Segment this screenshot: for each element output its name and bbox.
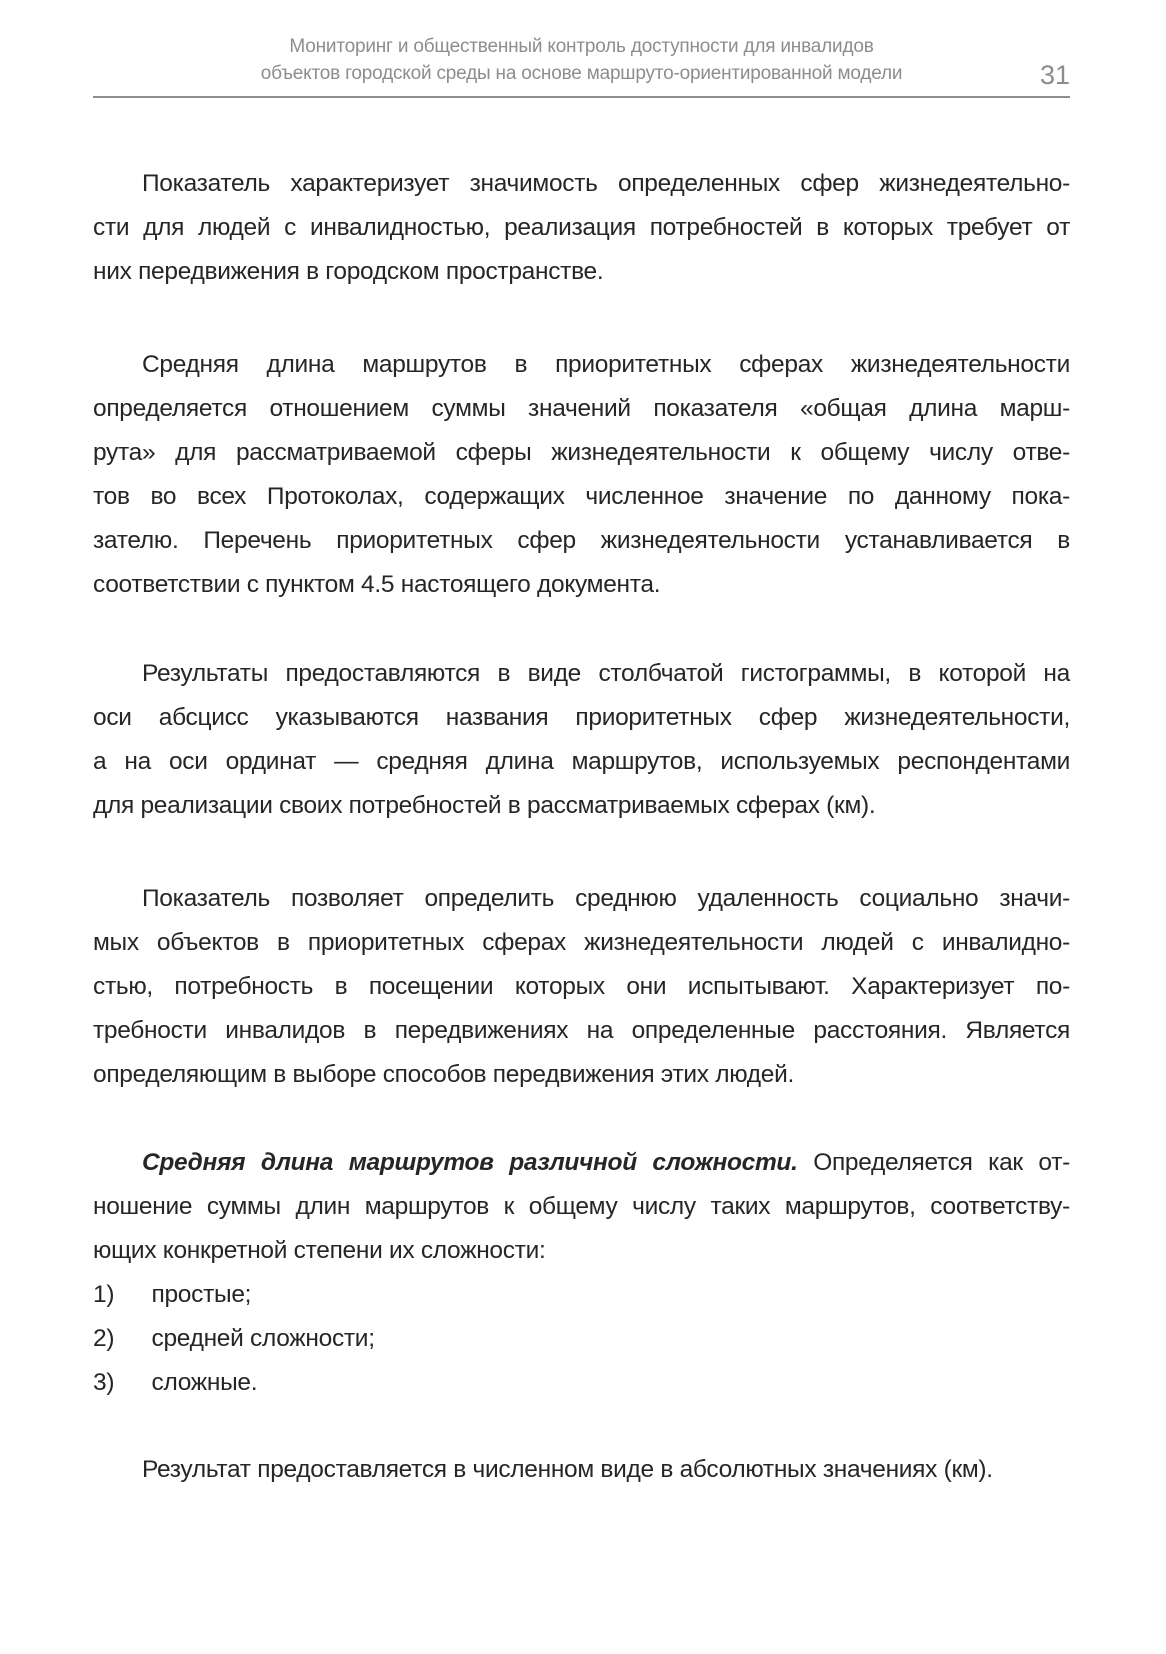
- header-title-line-2: объектов городской среды на основе маршруто-ориентированной модели: [260, 63, 903, 84]
- text-line: мых объектов в приоритетных сферах жизнедеятельности людей с инвалидно-: [93, 929, 1070, 956]
- text-line: Показатель характеризует значимость определенных сфер жизнедеятельно-: [142, 170, 1070, 197]
- list-item-text: сложные.: [151, 1369, 258, 1396]
- header-title-line-1: Мониторинг и общественный контроль доступности для инвалидов: [289, 36, 874, 57]
- text-line: ющих конкретной степени их сложности:: [93, 1237, 546, 1264]
- text-line: соответствии с пунктом 4.5 настоящего документа.: [93, 571, 661, 598]
- paragraph-average-route-length: [93, 343, 1070, 607]
- list-item-marker: 3): [93, 1369, 115, 1396]
- text-line: зателю. Перечень приоритетных сфер жизнедеятельности устанавливается в: [93, 527, 1070, 554]
- paragraph-closing: [93, 1448, 1070, 1492]
- list-item: [93, 1317, 1070, 1361]
- text-line: Результат предоставляется в численном виде в абсолютных значениях (км).: [142, 1456, 993, 1483]
- text-line: а на оси ординат — средняя длина маршрутов, используемых респондентами: [93, 748, 1070, 775]
- text-line: рута» для рассматриваемой сферы жизнедеятельности к общему числу отве-: [93, 439, 1070, 466]
- header-rule: [93, 96, 1070, 98]
- paragraph-indicator-significance: [93, 162, 1070, 294]
- text-line: Средняя длина маршрутов в приоритетных сферах жизнедеятельности: [142, 351, 1070, 378]
- text-line: [93, 1141, 1070, 1185]
- text-line: требности инвалидов в передвижениях на определенные расстояния. Является: [93, 1017, 1070, 1044]
- complexity-list: [93, 1273, 1070, 1405]
- paragraph-lead-rest: Определяется как от-: [813, 1149, 1070, 1176]
- text-line: тов во всех Протоколах, содержащих численное значение по данному пока-: [93, 483, 1070, 510]
- text-line: для реализации своих потребностей в рассматриваемых сферах (км).: [93, 792, 876, 819]
- text-line: определяющим в выборе способов передвижения этих людей.: [93, 1061, 794, 1088]
- page-number: 31: [1039, 60, 1070, 90]
- text-line: Показатель позволяет определить среднюю удаленность социально значи-: [142, 885, 1070, 912]
- list-item: [93, 1273, 1070, 1317]
- text-line: них передвижения в городском пространстве.: [93, 258, 604, 285]
- text-line: сти для людей с инвалидностью, реализация потребностей в которых требует от: [93, 214, 1070, 241]
- text-line: определяется отношением суммы значений показателя «общая длина марш-: [93, 395, 1070, 422]
- list-item-text: средней сложности;: [151, 1325, 375, 1352]
- list-item-text: простые;: [151, 1281, 252, 1308]
- list-item-marker: 1): [93, 1281, 115, 1308]
- text-line: оси абсцисс указываются названия приоритетных сфер жизнедеятельности,: [93, 704, 1070, 731]
- paragraph-route-complexity: [93, 1141, 1070, 1273]
- text-line: ношение суммы длин маршрутов к общему числу таких маршрутов, соответству-: [93, 1193, 1070, 1220]
- paragraph-indicator-purpose: [93, 877, 1070, 1097]
- text-line: Результаты предоставляются в виде столбчатой гистограммы, в которой на: [142, 660, 1070, 687]
- paragraph-histogram-results: [93, 652, 1070, 828]
- paragraph-lead-bold-italic: Средняя длина маршрутов различной сложности.: [142, 1149, 798, 1176]
- list-item: [93, 1361, 1070, 1405]
- list-item-marker: 2): [93, 1325, 115, 1352]
- text-line: стью, потребность в посещении которых они испытывают. Характеризует по-: [93, 973, 1070, 1000]
